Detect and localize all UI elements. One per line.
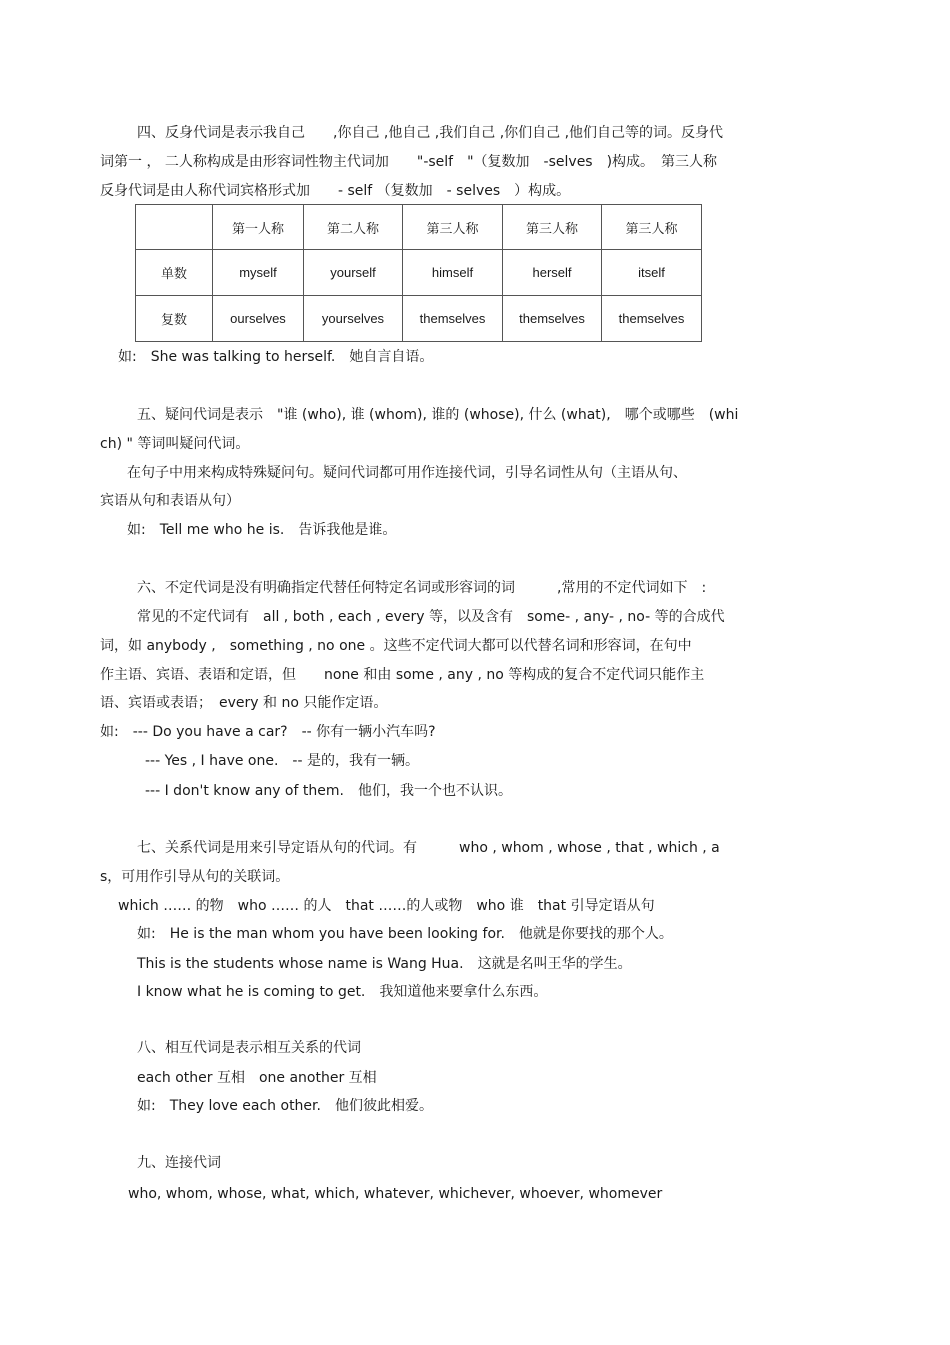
s7-example-3: I know what he is coming to get. 我知道他来要拿什么东西。 bbox=[137, 984, 548, 1000]
s8-line-1: each other 互相 one another 互相 bbox=[137, 1070, 377, 1086]
s6-line-3: 词，如 anybody , something , no one 。这些不定代词大都可以代替名词和形容词，在句中 bbox=[100, 638, 692, 654]
s5-example: 如: Tell me who he is. 告诉我他是谁。 bbox=[127, 522, 397, 538]
reflexive-pronoun-table bbox=[135, 204, 702, 342]
table-cell: 第三人称 bbox=[403, 205, 503, 250]
s6-line-5: 语、宾语或表语； every 和 no 只能作定语。 bbox=[100, 695, 388, 711]
s4-line-3: 反身代词是由人称代词宾格形式加 - self （复数加 - selves ）构成。 bbox=[100, 183, 571, 199]
s6-line-4: 作主语、宾语、表语和定语，但 none 和由 some , any , no 等构成的复合不定代词只能作主 bbox=[100, 667, 705, 683]
s6-example-3: --- I don't know any of them. 他们，我一个也不认识。 bbox=[145, 783, 512, 799]
table-cell: yourself bbox=[304, 250, 403, 296]
table-row bbox=[136, 296, 702, 342]
table-cell: ourselves bbox=[213, 296, 304, 342]
s7-line-2: s，可用作引导从句的关联词。 bbox=[100, 869, 290, 885]
table-cell: myself bbox=[213, 250, 304, 296]
table-cell: 第一人称 bbox=[213, 205, 304, 250]
s5-line-4: 宾语从句和表语从句） bbox=[100, 493, 240, 509]
table-cell: 第三人称 bbox=[602, 205, 702, 250]
table-cell: 第三人称 bbox=[503, 205, 602, 250]
table-cell: 复数 bbox=[136, 296, 213, 342]
table-cell: themselves bbox=[503, 296, 602, 342]
s9-title: 九、连接代词 bbox=[137, 1155, 221, 1171]
s4-line-2: 词第一 ， 二人称构成是由形容词性物主代词加 "-self "（复数加 -selves )构成。 第三人称 bbox=[100, 154, 718, 170]
s5-line-1: 五、疑问代词是表示 "谁 (who), 谁 (whom), 谁的 (whose), 什么 (what), 哪个或哪些 (whi bbox=[137, 407, 739, 423]
s4-example: 如: She was talking to herself. 她自言自语。 bbox=[118, 349, 434, 365]
s8-title: 八、相互代词是表示相互关系的代词 bbox=[137, 1040, 361, 1056]
table-row bbox=[136, 250, 702, 296]
table-cell: himself bbox=[403, 250, 503, 296]
table-cell: yourselves bbox=[304, 296, 403, 342]
s5-line-3: 在句子中用来构成特殊疑问句。疑问代词都可用作连接代词，引导名词性从句（主语从句、 bbox=[127, 465, 687, 481]
table-cell: itself bbox=[602, 250, 702, 296]
s4-line-1: 四、反身代词是表示我自己 ,你自己 ,他自己 ,我们自己 ,你们自己 ,他们自己等的词。反身代 bbox=[137, 125, 724, 141]
table-cell: 单数 bbox=[136, 250, 213, 296]
s7-line-3: which …… 的物 who …… 的人 that ……的人或物 who 谁 that 引导定语从句 bbox=[118, 898, 655, 914]
s6-example-1: 如: --- Do you have a car? -- 你有一辆小汽车吗? bbox=[100, 724, 436, 740]
s6-line-1: 六、不定代词是没有明确指定代替任何特定名词或形容词的词 ,常用的不定代词如下 : bbox=[137, 580, 707, 596]
table-header-row bbox=[136, 205, 702, 250]
s5-line-2: ch) " 等词叫疑问代词。 bbox=[100, 436, 250, 452]
s6-line-2: 常见的不定代词有 all , both , each , every 等，以及含有 some- , any- , no- 等的合成代 bbox=[137, 609, 725, 625]
s9-line-1: who, whom, whose, what, which, whatever, whichever, whoever, whomever bbox=[128, 1186, 663, 1202]
table-cell bbox=[136, 205, 213, 250]
table-cell: 第二人称 bbox=[304, 205, 403, 250]
s7-example-1: 如: He is the man whom you have been looking for. 他就是你要找的那个人。 bbox=[137, 926, 673, 942]
table-cell: themselves bbox=[403, 296, 503, 342]
s7-line-1: 七、关系代词是用来引导定语从句的代词。有 who , whom , whose , that , which , a bbox=[137, 840, 720, 856]
s6-example-2: --- Yes , I have one. -- 是的，我有一辆。 bbox=[145, 753, 419, 769]
table-cell: herself bbox=[503, 250, 602, 296]
table-cell: themselves bbox=[602, 296, 702, 342]
s7-example-2: This is the students whose name is Wang Hua. 这就是名叫王华的学生。 bbox=[137, 956, 632, 972]
s8-example: 如: They love each other. 他们彼此相爱。 bbox=[137, 1098, 433, 1114]
